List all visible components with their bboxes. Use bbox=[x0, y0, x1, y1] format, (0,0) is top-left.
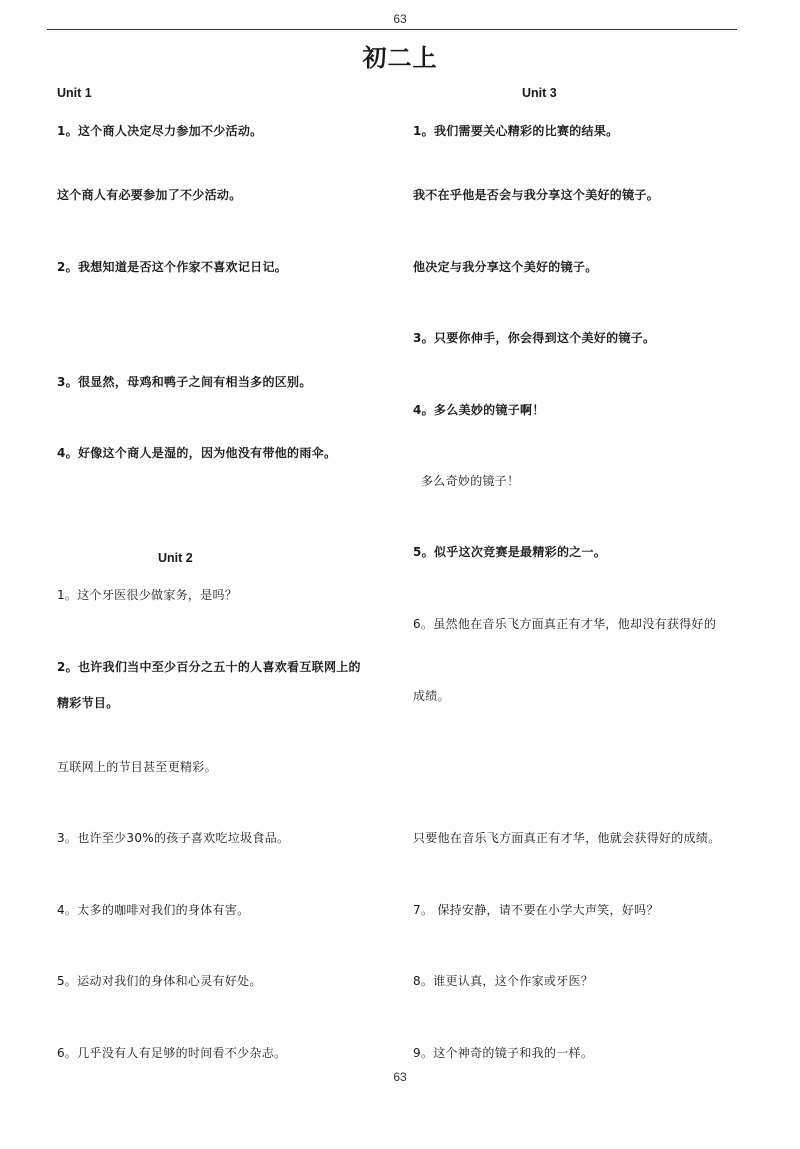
sentence-line: 4。好像这个商人是湿的，因为他没有带他的雨伞。 bbox=[57, 446, 337, 460]
unit-3-heading: Unit 3 bbox=[522, 86, 557, 100]
sentence-line: 5。似乎这次竞赛是最精彩的之一。 bbox=[413, 545, 607, 559]
sentence-line: 只要他在音乐飞方面真正有才华，他就会获得好的成绩。 bbox=[413, 831, 721, 845]
sentence-line: 3。只要你伸手，你会得到这个美好的镜子。 bbox=[413, 331, 656, 345]
page-number-top: 63 bbox=[393, 12, 407, 26]
sentence-line: 3。很显然，母鸡和鸭子之间有相当多的区别。 bbox=[57, 375, 312, 389]
unit-1-heading: Unit 1 bbox=[57, 86, 92, 100]
sentence-line: 1。这个牙医很少做家务，是吗？ bbox=[57, 588, 238, 602]
page-number-bottom: 63 bbox=[393, 1070, 407, 1084]
sentence-line: 他决定与我分享这个美好的镜子。 bbox=[413, 260, 598, 274]
sentence-line: 成绩。 bbox=[413, 689, 450, 703]
sentence-line: 9。这个神奇的镜子和我的一样。 bbox=[413, 1046, 594, 1060]
sentence-line: 1。这个商人决定尽力参加不少活动。 bbox=[57, 124, 263, 138]
sentence-line: 1。我们需要关心精彩的比赛的结果。 bbox=[413, 124, 619, 138]
sentence-line: 互联网上的节目甚至更精彩。 bbox=[57, 760, 217, 774]
unit-2-heading: Unit 2 bbox=[158, 551, 193, 565]
sentence-line: 我不在乎他是否会与我分享这个美好的镜子。 bbox=[413, 188, 660, 202]
sentence-line: 2。我想知道是否这个作家不喜欢记日记。 bbox=[57, 260, 288, 274]
header-rule bbox=[47, 29, 737, 30]
sentence-line: 精彩节目。 bbox=[57, 696, 119, 710]
page-title: 初二上 bbox=[362, 44, 438, 72]
sentence-line: 这个商人有必要参加了不少活动。 bbox=[57, 188, 242, 202]
sentence-line: 多么奇妙的镜子！ bbox=[421, 474, 520, 488]
sentence-line: 6。几乎没有人有足够的时间看不少杂志。 bbox=[57, 1046, 287, 1060]
sentence-line: 2。也许我们当中至少百分之五十的人喜欢看互联网上的 bbox=[57, 660, 361, 674]
sentence-line: 3。也许至少30%的孩子喜欢吃垃圾食品。 bbox=[57, 831, 290, 845]
sentence-line: 8。谁更认真，这个作家或牙医？ bbox=[413, 974, 594, 988]
sentence-line: 4。多么美妙的镜子啊！ bbox=[413, 403, 545, 417]
sentence-line: 6。虽然他在音乐飞方面真正有才华，他却没有获得好的 bbox=[413, 617, 717, 631]
sentence-line: 7。 保持安静，请不要在小学大声笑，好吗？ bbox=[413, 903, 659, 917]
sentence-line: 4。太多的咖啡对我们的身体有害。 bbox=[57, 903, 250, 917]
sentence-line: 5。运动对我们的身体和心灵有好处。 bbox=[57, 974, 262, 988]
